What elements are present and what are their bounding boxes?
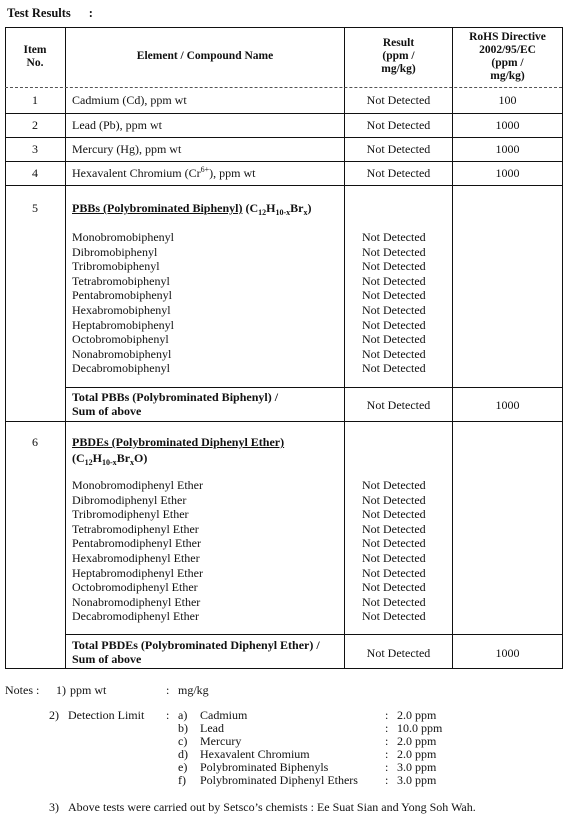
- detection-limit-value: 2.0 ppm: [397, 747, 437, 761]
- note-term: ppm wt: [70, 683, 107, 697]
- compound-name: Decabromobiphenyl: [72, 361, 170, 376]
- detection-limit-name: Lead: [200, 721, 224, 735]
- compound-name: Heptabromodiphenyl Ether: [72, 565, 203, 580]
- header-item-no: [5, 44, 65, 70]
- header-result-line: mg/kg): [381, 63, 416, 75]
- notes-label: Notes :: [5, 683, 40, 697]
- detection-limit-separator: :: [385, 734, 389, 748]
- note-definition: mg/kg: [178, 683, 209, 697]
- compound-name: Pentabromobiphenyl: [72, 288, 172, 303]
- header-result-line: Result: [382, 37, 415, 49]
- compound-name: Tetrabromobiphenyl: [72, 273, 170, 288]
- formula-sub: x: [303, 208, 308, 217]
- compound-name: Tribromobiphenyl: [72, 259, 160, 274]
- compound-result: Not Detected: [362, 580, 426, 595]
- compound-name: Monobromodiphenyl Ether: [72, 478, 203, 492]
- compound-result: Not Detected: [362, 594, 426, 609]
- total-label-line: Total PBDEs (Polybrominated Diphenyl Ether) /: [72, 638, 320, 652]
- result-value: Not Detected: [366, 142, 431, 156]
- detection-limit-value: 2.0 ppm: [397, 708, 437, 722]
- total-limit: 1000: [495, 646, 520, 660]
- element-name-part: ), ppm wt: [209, 166, 256, 180]
- element-name-part: Hexavalent Chromium (Cr: [72, 166, 201, 180]
- compound-result: Not Detected: [362, 478, 426, 492]
- compound-name: Dibromobiphenyl: [72, 244, 158, 259]
- compound-result: Not Detected: [362, 346, 426, 361]
- compound-name: Monobromobiphenyl: [72, 230, 174, 244]
- header-rohs-line: mg/kg): [490, 70, 525, 82]
- compound-result: Not Detected: [362, 551, 426, 565]
- item-number: 5: [32, 201, 38, 215]
- detection-limit-value: 3.0 ppm: [397, 773, 437, 787]
- element-name: Cadmium (Cd), ppm wt: [72, 93, 187, 107]
- compound-result: Not Detected: [362, 288, 426, 303]
- result-value: Not Detected: [366, 93, 431, 107]
- detection-limit-name: Cadmium: [200, 708, 248, 722]
- header-rohs-line: 2002/95/EC: [479, 44, 536, 56]
- compound-name: Tribromodiphenyl Ether: [72, 507, 189, 522]
- row-separator: [5, 185, 563, 186]
- header-item-line: No.: [26, 57, 44, 69]
- detection-limit-value: 2.0 ppm: [397, 734, 437, 748]
- result-value: Not Detected: [366, 166, 431, 180]
- compound-result: Not Detected: [362, 565, 426, 580]
- compound-result: Not Detected: [362, 609, 426, 624]
- table-border-right: [562, 27, 563, 668]
- limit-value: 1000: [495, 166, 520, 180]
- compound-name: Pentabromodiphenyl Ether: [72, 536, 201, 551]
- header-rohs-line: (ppm /: [491, 57, 524, 69]
- formula-part: ): [307, 201, 312, 215]
- total-result: Not Detected: [366, 398, 431, 412]
- item-number: 6: [32, 435, 38, 449]
- result-value: Not Detected: [366, 118, 431, 132]
- compound-result: Not Detected: [362, 507, 426, 522]
- total-label: [72, 390, 278, 418]
- limit-value: 1000: [495, 118, 520, 132]
- detection-limit-separator: :: [385, 721, 389, 735]
- formula-part: (C: [245, 201, 259, 215]
- note-term: Detection Limit: [68, 708, 145, 722]
- compound-name: Nonabromobiphenyl: [72, 346, 172, 361]
- element-name: Mercury (Hg), ppm wt: [72, 142, 182, 156]
- compound-name: Hexabromodiphenyl Ether: [72, 551, 200, 565]
- limit-value: 1000: [495, 142, 520, 156]
- compound-name: Decabromodiphenyl Ether: [72, 609, 199, 624]
- formula-sub: 12: [258, 208, 267, 217]
- section-title-text: Test Results: [7, 6, 71, 20]
- note-separator: :: [166, 683, 170, 697]
- detection-limit-key: f): [178, 773, 186, 787]
- row-separator: [5, 113, 563, 114]
- detection-limit-value: 3.0 ppm: [397, 760, 437, 774]
- total-label-line: Sum of above: [72, 652, 142, 666]
- compound-result: Not Detected: [362, 259, 426, 274]
- compound-name: Heptabromobiphenyl: [72, 317, 174, 332]
- compound-result: Not Detected: [362, 332, 426, 347]
- detection-limit-value: 10.0 ppm: [397, 721, 443, 735]
- compound-result: Not Detected: [362, 303, 426, 317]
- detection-limit-name: Mercury: [200, 734, 242, 748]
- row-separator: [5, 421, 563, 422]
- note-number: 2): [49, 708, 59, 722]
- compound-name: Nonabromodiphenyl Ether: [72, 594, 201, 609]
- header-element-name: Element / Compound Name: [136, 50, 274, 62]
- compound-name: Dibromodiphenyl Ether: [72, 492, 187, 507]
- formula-part: O): [134, 451, 148, 465]
- formula-sub: 10-x: [275, 208, 291, 217]
- header-rohs-line: RoHS Directive: [469, 31, 546, 43]
- detection-limit-separator: :: [385, 747, 389, 761]
- compound-name: Octobromobiphenyl: [72, 332, 169, 347]
- header-separator: [5, 87, 562, 88]
- header-item-line: Item: [23, 44, 47, 56]
- detection-limit-key: b): [178, 721, 188, 735]
- element-name: [72, 166, 256, 182]
- table-border-bottom: [5, 668, 563, 669]
- detection-limit-name: Hexavalent Chromium: [200, 747, 310, 761]
- section-title: [7, 6, 93, 21]
- limit-value: 100: [498, 93, 517, 107]
- detection-limit-name: Polybrominated Diphenyl Ethers: [200, 773, 358, 787]
- detection-limit-key: d): [178, 747, 188, 761]
- group-title: [72, 201, 312, 217]
- note-text: Above tests were carried out by Setsco’s chemists : Ee Suat Sian and Yong Soh Wah.: [68, 800, 476, 814]
- total-label-line: Total PBBs (Polybrominated Biphenyl) /: [72, 390, 279, 404]
- element-name: Lead (Pb), ppm wt: [72, 118, 162, 132]
- item-number: 3: [32, 142, 38, 156]
- total-limit: 1000: [495, 398, 520, 412]
- note-number: 1): [56, 683, 66, 697]
- compound-name: Tetrabromodiphenyl Ether: [72, 521, 199, 536]
- compound-result: Not Detected: [362, 361, 426, 376]
- formula-part: Br: [116, 451, 131, 465]
- compound-result: Not Detected: [362, 244, 426, 259]
- item-number: 2: [32, 118, 38, 132]
- header-rohs: [453, 31, 562, 83]
- table-border-top: [5, 27, 563, 28]
- detection-limit-key: c): [178, 734, 188, 748]
- compound-result: Not Detected: [362, 230, 426, 244]
- table-divider-1: [65, 27, 66, 668]
- section-title-colon: :: [88, 6, 93, 20]
- group-formula: [72, 451, 147, 467]
- header-result-line: (ppm /: [382, 50, 415, 62]
- row-separator: [5, 161, 563, 162]
- header-result: [345, 37, 452, 76]
- detection-limit-separator: :: [385, 760, 389, 774]
- formula-part: H: [92, 451, 103, 465]
- note-number: 3): [49, 800, 59, 814]
- total-label: [72, 638, 320, 666]
- item-number: 1: [32, 93, 38, 107]
- compound-result: Not Detected: [362, 521, 426, 536]
- detection-limit-name: Polybrominated Biphenyls: [200, 760, 329, 774]
- compound-name: Hexabromobiphenyl: [72, 303, 171, 317]
- compound-result: Not Detected: [362, 492, 426, 507]
- note-separator: :: [166, 708, 170, 722]
- group-title-text: PBBs (Polybrominated Biphenyl): [72, 201, 243, 215]
- compound-name: Octobromodiphenyl Ether: [72, 580, 198, 595]
- detection-limit-key: e): [178, 760, 188, 774]
- group-title-text: PBDEs (Polybrominated Diphenyl Ether): [72, 435, 285, 449]
- formula-sub: 10-x: [102, 458, 117, 467]
- compound-result: Not Detected: [362, 536, 426, 551]
- row-separator: [5, 137, 563, 138]
- formula-part: (C: [72, 451, 85, 465]
- detection-limit-key: a): [178, 708, 188, 722]
- group-title: [72, 435, 284, 449]
- formula-sub: 12: [84, 458, 93, 467]
- total-result: Not Detected: [366, 646, 431, 660]
- item-number: 4: [32, 166, 38, 180]
- detection-limit-separator: :: [385, 708, 389, 722]
- detection-limit-separator: :: [385, 773, 389, 787]
- element-name-superscript: 6+: [200, 165, 210, 174]
- compound-result: Not Detected: [362, 273, 426, 288]
- row-separator: [65, 634, 563, 635]
- row-separator: [65, 387, 563, 388]
- group-formula: [245, 201, 311, 215]
- formula-part: H: [266, 201, 276, 215]
- formula-sub: x: [130, 458, 135, 467]
- total-label-line: Sum of above: [72, 404, 142, 418]
- compound-result: Not Detected: [362, 317, 426, 332]
- formula-part: Br: [290, 201, 304, 215]
